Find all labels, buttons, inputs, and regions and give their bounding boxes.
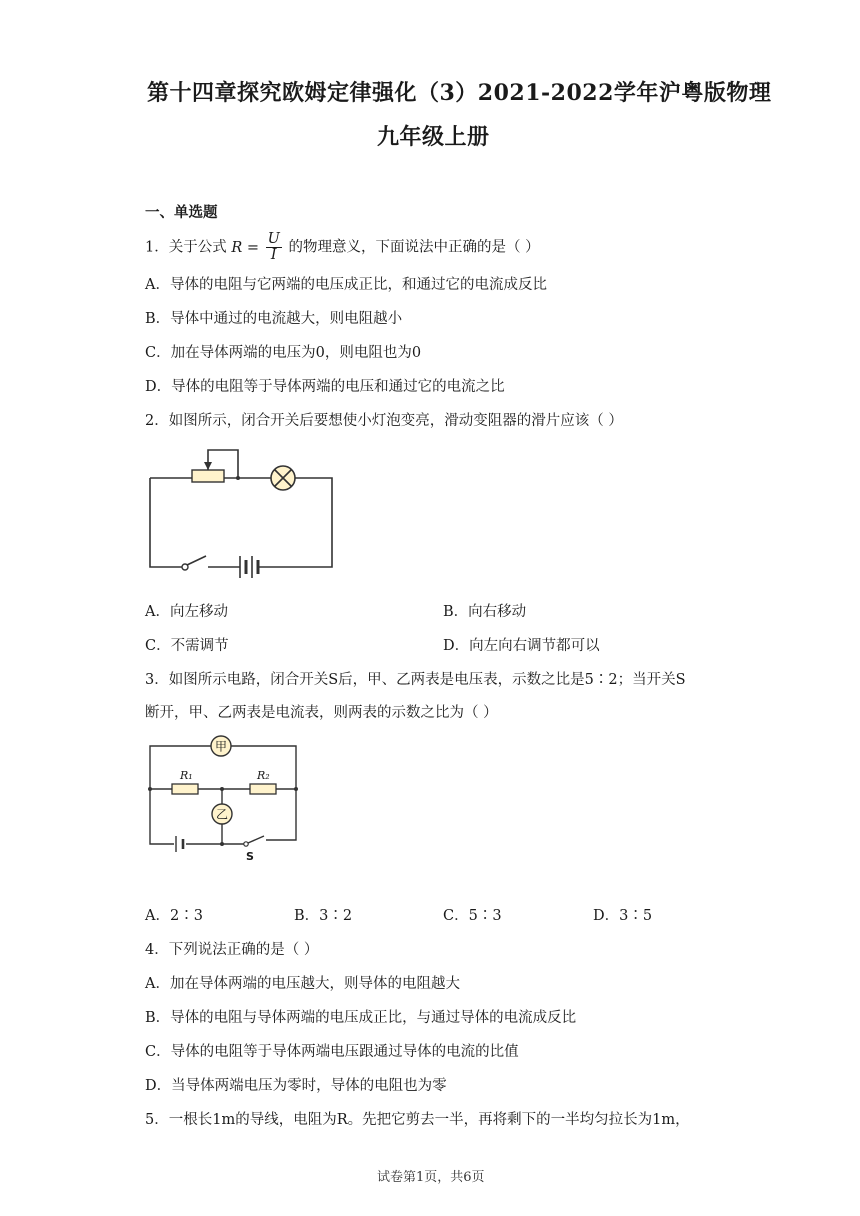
- question-2-option-b: B．向右移动: [443, 604, 527, 620]
- question-2-option-d: D．向左向右调节都可以: [443, 638, 600, 654]
- question-5-stem: 5．一根长1m的导线，电阻为R。先把它剪去一半，再将剩下的一半均匀拉长为1m，: [145, 1112, 690, 1128]
- battery-symbol: [176, 836, 183, 852]
- formula-numerator: U: [267, 231, 280, 247]
- slider-arrow: [204, 462, 212, 470]
- question-2-option-c: C．不需调节: [145, 638, 229, 654]
- lamp-symbol: [266, 466, 300, 490]
- meter-yi: [212, 804, 232, 824]
- question-3-stem-line2: 断开，甲、乙两表是电流表，则两表的示数之比为（ ）: [145, 705, 498, 721]
- question-4-option-c: C．导体的电阻等于导体两端电压跟通过导体的电流的比值: [145, 1044, 519, 1060]
- question-1-prefix: 1．关于公式: [145, 239, 227, 256]
- question-4-option-b: B．导体的电阻与导体两端的电压成正比，与通过导体的电流成反比: [145, 1010, 577, 1026]
- section-heading: 一、单选题: [145, 204, 218, 221]
- question-3-option-a: A．2∶3: [145, 908, 203, 924]
- question-1-stem: [145, 232, 540, 263]
- resistor-r1: [172, 784, 198, 794]
- meter-yi-label: 乙: [215, 807, 229, 822]
- meter-jia: [211, 736, 231, 756]
- question-3-option-c: C．5∶3: [443, 908, 502, 924]
- page-footer: 试卷第1页，共6页: [377, 1170, 485, 1185]
- resistor-r2: [250, 784, 276, 794]
- switch-symbol: [182, 556, 206, 570]
- question-4-option-d: D．当导体两端电压为零时，导体的电阻也为零: [145, 1078, 447, 1094]
- meter-jia-label: 甲: [214, 739, 228, 754]
- question-2-circuit-diagram: [140, 440, 340, 585]
- question-1-option-d: D．导体的电阻等于导体两端的电压和通过它的电流之比: [145, 379, 505, 395]
- question-4-stem: 4．下列说法正确的是（ ）: [145, 942, 319, 958]
- resistor-r1-label: R₁: [180, 769, 193, 782]
- question-3-stem-line1: 3．如图所示电路，闭合开关S后，甲、乙两表是电压表，示数之比是5∶2；当开关S: [145, 672, 686, 688]
- page-title-line2: 九年级上册: [377, 124, 490, 150]
- rheostat: [192, 470, 224, 482]
- question-2-option-a: A．向左移动: [145, 604, 228, 620]
- resistor-r2-label: R₂: [257, 769, 270, 782]
- formula-lhs: R =: [231, 239, 260, 256]
- question-1-suffix: 的物理意义，下面说法中正确的是（ ）: [288, 239, 540, 256]
- question-1-option-c: C．加在导体两端的电压为0，则电阻也为0: [145, 345, 422, 361]
- switch-s-label: S: [246, 850, 254, 863]
- question-3-option-d: D．3∶5: [593, 908, 653, 924]
- question-1-option-a: A．导体的电阻与它两端的电压成正比，和通过它的电流成反比: [145, 277, 547, 293]
- switch-s: [244, 836, 264, 863]
- question-3-circuit-diagram: [140, 732, 310, 867]
- formula-denominator: I: [270, 247, 277, 263]
- question-4-option-a: A．加在导体两端的电压越大，则导体的电阻越大: [145, 976, 460, 992]
- question-3-option-b: B．3∶2: [294, 908, 353, 924]
- question-2-stem: 2．如图所示，闭合开关后要想使小灯泡变亮，滑动变阻器的滑片应该（ ）: [145, 413, 623, 429]
- formula-fraction: [266, 232, 282, 263]
- page-title: 第十四章探究欧姆定律强化（3）2021-2022学年沪粤版物理: [147, 80, 772, 106]
- battery-symbol: [240, 556, 258, 578]
- question-1-option-b: B．导体中通过的电流越大，则电阻越小: [145, 311, 403, 327]
